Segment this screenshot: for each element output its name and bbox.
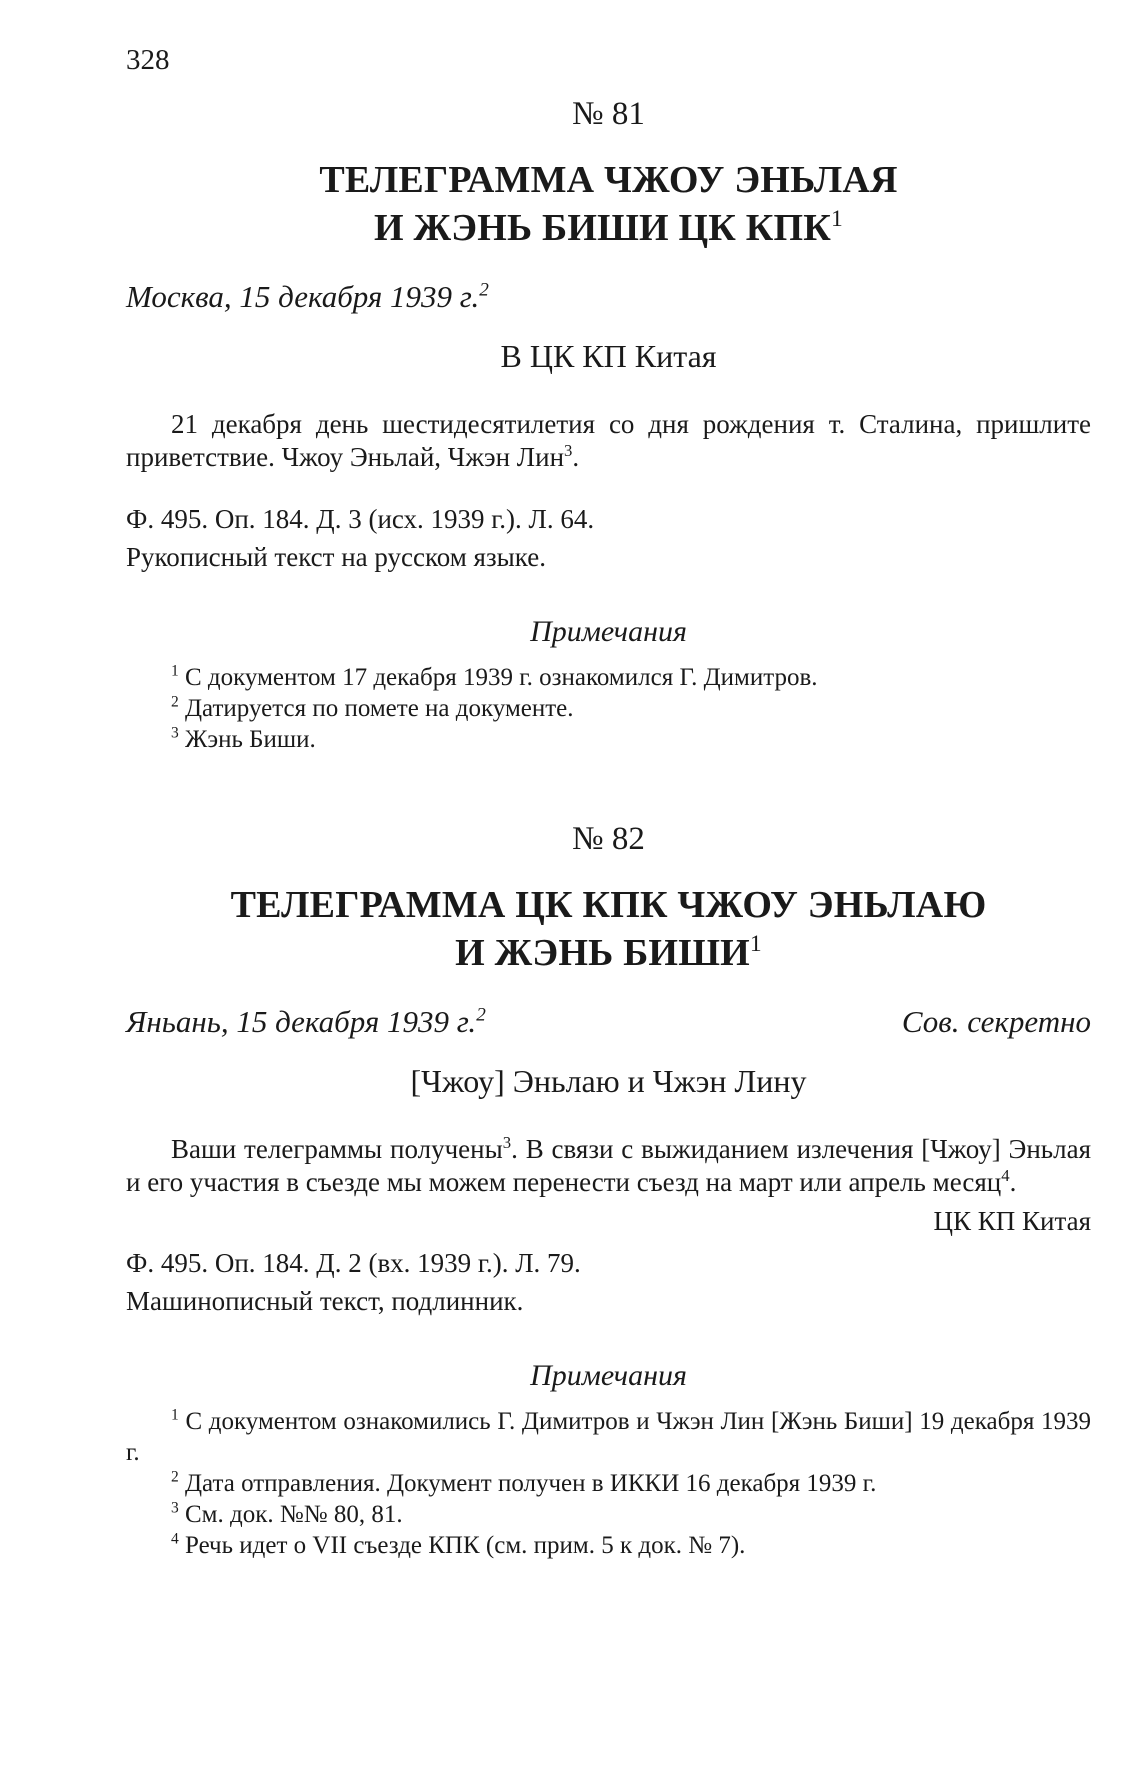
doc-82-note-1-text: С документом ознакомились Г. Димитров и Чжэн Лин [Жэнь Биши] 19 декабря 1939 г. — [126, 1408, 1092, 1466]
doc-81-place-date — [126, 276, 489, 318]
doc-81-number: № 81 — [572, 96, 645, 132]
doc-81-addressee: В ЦК КП Китая — [500, 338, 717, 374]
doc-82-addressee: [Чжоу] Эньлаю и Чжэн Лину — [410, 1063, 807, 1099]
doc-81-note-1 — [126, 662, 1091, 693]
doc-81-note-3-text: Жэнь Биши. — [185, 726, 316, 753]
doc-82-note-1 — [126, 1406, 1091, 1468]
doc-82-note-1-marker: 1 — [171, 1406, 179, 1424]
doc-81-title-footnote-ref[interactable]: 1 — [830, 205, 843, 232]
doc-81-body-end: . — [572, 442, 580, 472]
doc-82-archive-line-2: Машинописный текст, подлинник. — [126, 1286, 524, 1316]
doc-82-note-3-text: См. док. №№ 80, 81. — [185, 1501, 403, 1528]
doc-82-number: № 82 — [572, 821, 645, 857]
doc-82-note-2-marker: 2 — [171, 1468, 179, 1486]
doc-81-body — [126, 408, 1091, 474]
doc-81-dateline — [126, 276, 1091, 318]
doc-81-note-3-marker: 3 — [171, 724, 179, 742]
doc-82-note-3 — [126, 1499, 1091, 1530]
doc-82-body-end: . — [1009, 1167, 1017, 1197]
doc-82-place-date-text: Яньань, 15 декабря 1939 г. — [126, 1004, 477, 1039]
doc-81-title — [126, 156, 1091, 252]
doc-82-title-line-1: ТЕЛЕГРАММА ЦК КПК ЧЖОУ ЭНЬЛАЮ — [230, 884, 987, 926]
doc-82-note-4 — [126, 1530, 1091, 1561]
doc-82-place-date — [126, 1001, 486, 1043]
doc-82-notes-heading: Примечания — [530, 1359, 687, 1392]
doc-81-body-text: 21 декабря день шестидесятилетия со дня рождения т. Сталина, пришлите приветствие. Чжоу Эньлай, Чжэн Лин — [126, 409, 1091, 472]
doc-81-note-2 — [126, 693, 1091, 724]
doc-81-note-1-marker: 1 — [171, 662, 179, 680]
doc-81-note-2-marker: 2 — [171, 693, 179, 711]
doc-81-archive-line-1: Ф. 495. Оп. 184. Д. 3 (исх. 1939 г.). Л. 64. — [126, 504, 595, 534]
doc-82-note-4-marker: 4 — [171, 1530, 179, 1548]
doc-82-dateline-footnote-ref[interactable]: 2 — [476, 1004, 486, 1026]
doc-82-body-part-2: . В связи с выжиданием излечения [Чжоу] Эньлая и его участия в съезде мы можем перенести съезд на март или апрель месяц — [126, 1134, 1091, 1197]
page-number: 328 — [126, 44, 170, 76]
doc-81-title-line-1: ТЕЛЕГРАММА ЧЖОУ ЭНЬЛАЯ — [319, 159, 898, 201]
doc-81-body-footnote-ref[interactable]: 3 — [564, 440, 573, 460]
doc-81-note-2-text: Датируется по помете на документе. — [185, 695, 574, 722]
doc-82-body-part-1: Ваши телеграммы получены — [171, 1134, 503, 1164]
doc-82-notes — [126, 1406, 1091, 1561]
doc-81-place-date-text: Москва, 15 декабря 1939 г. — [126, 279, 480, 314]
doc-82-note-2 — [126, 1468, 1091, 1499]
doc-82-title-line-2-text: И ЖЭНЬ БИШИ — [455, 932, 750, 974]
doc-82-note-4-text: Речь идет о VII съезде КПК (см. прим. 5 к док. № 7). — [185, 1532, 746, 1559]
doc-81-title-line-2 — [126, 204, 1091, 252]
doc-81-notes-heading: Примечания — [530, 615, 687, 648]
doc-81-archive-line-2: Рукописный текст на русском языке. — [126, 542, 546, 572]
doc-82-title-line-2 — [126, 929, 1091, 977]
doc-81-note-3 — [126, 724, 1091, 755]
doc-82-body — [126, 1133, 1091, 1199]
doc-82-body-footnote-ref-1[interactable]: 3 — [502, 1132, 512, 1152]
doc-82-classification: Сов. секретно — [901, 1004, 1091, 1039]
doc-82-title — [126, 881, 1091, 977]
doc-82-archive-line-1: Ф. 495. Оп. 184. Д. 2 (вх. 1939 г.). Л. 79. — [126, 1248, 581, 1278]
section-spacer — [126, 755, 1091, 815]
doc-82-body-footnote-ref-2[interactable]: 4 — [1001, 1165, 1010, 1185]
doc-81-dateline-footnote-ref[interactable]: 2 — [479, 279, 489, 301]
doc-82-title-footnote-ref[interactable]: 1 — [749, 930, 762, 957]
doc-82-note-3-marker: 3 — [171, 1499, 179, 1517]
doc-81-archive-reference — [126, 500, 1091, 576]
document-81 — [126, 90, 1091, 755]
document-82 — [126, 815, 1091, 1561]
doc-82-note-2-text: Дата отправления. Документ получен в ИККИ 16 декабря 1939 г. — [185, 1470, 877, 1497]
doc-81-title-line-2-text: И ЖЭНЬ БИШИ ЦК КПК — [374, 207, 831, 249]
doc-82-signature: ЦК КП Китая — [933, 1206, 1091, 1236]
doc-81-notes — [126, 662, 1091, 755]
doc-82-archive-reference — [126, 1244, 1091, 1320]
doc-81-note-1-text: С документом 17 декабря 1939 г. ознакомился Г. Димитров. — [185, 664, 818, 691]
doc-82-dateline — [126, 1001, 1091, 1043]
